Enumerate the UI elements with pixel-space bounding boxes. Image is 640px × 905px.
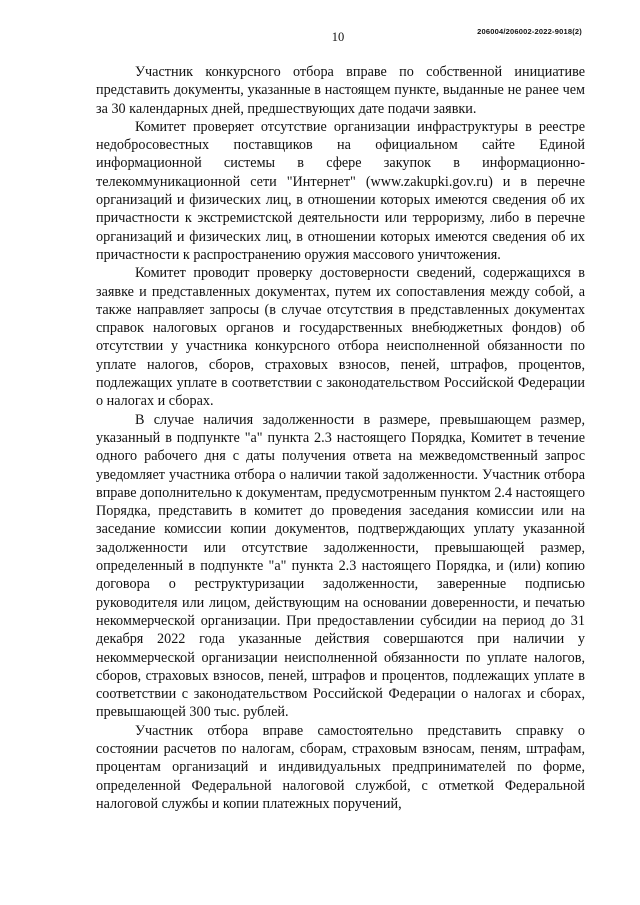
document-body [96, 63, 585, 813]
paragraph-committee-registry-check: Комитет проверяет отсутствие организации инфраструктуры в реестре недобросовестных поставщиков на официальном сайте Единой информационной системы в сфере закупок в информационно-телекоммуникационной сети "Интернет" (www.zakupki.gov.ru) и в перечне организаций и физических лиц, в отношении которых имеются сведения об их причастности к экстремистской деятельности или терроризму, либо в перечне организаций и физических лиц, в отношении которых имеются сведения об их причастности к распространению оружия массового уничтожения. [96, 118, 585, 263]
paragraph-committee-verification: Комитет проводит проверку достоверности сведений, содержащихся в заявке и представленных документах, путем их сопоставления между собой, а также направляет запросы (в случае отсутствия в представленных документах справок налоговых органов и государственных внебюджетных фондов) об отсутствии у участника конкурсного отбора неисполненной обязанности по уплате налогов, сборов, страховых взносов, пеней, штрафов, процентов, подлежащих уплате в соответствии с законодательством Российской Федерации о налогах и сборах. [96, 265, 585, 410]
paragraph-tax-certificate: Участник отбора вправе самостоятельно представить справку о состоянии расчетов по налогам, сборам, страховым взносам, пеням, штрафам, процентам организаций и индивидуальных предпринимателей по форме, определенной Федеральной налоговой службой, с отметкой Федеральной налоговой службы и копии платежных поручений, [96, 722, 585, 812]
paragraph-self-submission: Участник конкурсного отбора вправе по собственной инициативе представить документы, указанные в настоящем пункте, выданные не ранее чем за 30 календарных дней, предшествующих дате подачи заявки. [96, 64, 585, 117]
document-id: 206004/206002-2022-9018(2) [477, 27, 582, 36]
page-number: 10 [331, 30, 345, 44]
paragraph-debt-notification: В случае наличия задолженности в размере, превышающем размер, указанный в подпункте "а" пункта 2.3 настоящего Порядка, Комитет в течение одного рабочего дня с даты получения ответа на межведомственный запрос уведомляет участника отбора о наличии такой задолженности. Участник отбора вправе дополнительно к документам, предусмотренным пунктом 2.4 настоящего Порядка, представить в комитет до проведения заседания комиссии или на заседание комиссии копии документов, подтверждающих уплату указанной задолженности или отсутствие задолженности, превышающей размер, определенный в подпункте "а" пункта 2.3 настоящего Порядка, и (или) копию договора о реструктуризации задолженности, заверенные подписью руководителя или лицом, действующим на основании доверенности, и печатью некоммерческой организации. При предоставлении субсидии на период до 31 декабря 2022 года указанные действия совершаются при наличии у некоммерческой организации неисполненной обязанности по уплате налогов, сборов, страховых взносов, пеней, штрафов и процентов, подлежащих уплате в соответствии с законодательством Российской Федерации о налогах и сборах, превышающей 300 тыс. рублей. [96, 411, 585, 721]
